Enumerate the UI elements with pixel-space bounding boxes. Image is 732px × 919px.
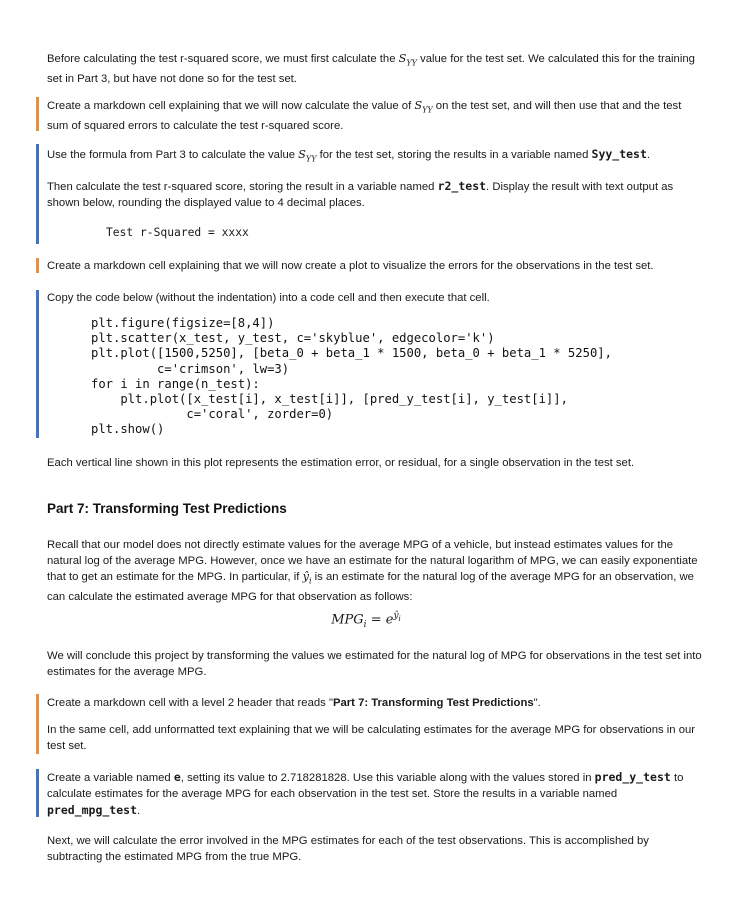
- formula-lhs: MPG: [331, 612, 364, 628]
- syy-subscript: YY: [422, 105, 433, 115]
- variable-syy-test: Syy_test: [591, 147, 647, 161]
- syy-letter: S: [414, 99, 423, 112]
- y-hat-letter: ŷ: [302, 570, 309, 583]
- intro-text-start: Before calculating the test r-squared score, we must first calculate the: [47, 53, 399, 65]
- variable-pred-mpg-test: pred_mpg_test: [47, 803, 138, 817]
- code-block: [91, 316, 612, 438]
- expected-output: Test r-Squared = xxxx: [106, 226, 249, 239]
- code-instruction-copy: Copy the code below (without the indentation) into a code cell and then execute that cell.: [47, 292, 490, 304]
- y-hat-subscript: i: [308, 576, 312, 586]
- markdown-task-marker: [36, 97, 39, 131]
- code-instruction-r2-test: [47, 178, 702, 211]
- instruction-text-end: . Display the result with text output as shown below, rounding the displayed value to 4 decimal places.: [47, 181, 674, 209]
- variable-e: e: [173, 770, 181, 784]
- code-line: c='crimson', lw=3): [91, 361, 290, 376]
- code-task-marker: [36, 769, 39, 817]
- formula-equals: =: [366, 612, 386, 628]
- formula-exponent-subscript: i: [398, 614, 401, 623]
- markdown-task-marker: [36, 694, 39, 754]
- variable-r2-test: r2_test: [437, 179, 487, 193]
- instruction-text-end: on the test set, and will then use that and the test sum of squared errors to calculate the test r-squared score.: [47, 100, 682, 133]
- markdown-instruction-syy: [47, 98, 702, 134]
- intro-paragraph: [47, 51, 702, 87]
- code-instruction-pred-mpg: [47, 769, 702, 819]
- code-line: plt.show(): [91, 422, 165, 437]
- variable-pred-y-test: pred_y_test: [594, 770, 671, 784]
- code-task-marker: [36, 290, 39, 438]
- code-line: plt.figure(figsize=[8,4]): [91, 316, 275, 330]
- markdown-instruction-text: In the same cell, add unformatted text explaining that we will be calculating estimates for the average MPG for observations in our test set.: [47, 724, 696, 752]
- header-text: Part 7: Transforming Test Predictions: [332, 697, 534, 709]
- syy-subscript: YY: [305, 154, 317, 164]
- instruction-text-start: Create a variable named: [47, 772, 174, 784]
- instruction-text-start: Create a markdown cell explaining that we will now calculate the value of: [47, 100, 415, 112]
- syy-letter: S: [398, 52, 407, 65]
- instruction-text-start: Create a markdown cell with a level 2 header that reads ": [47, 697, 333, 709]
- code-line: plt.plot([x_test[i], x_test[i]], [pred_y_test[i], y_test[i]],: [91, 392, 568, 407]
- syy-symbol: [414, 99, 433, 115]
- code-line: plt.scatter(x_test, y_test, c='skyblue', edgecolor='k'): [91, 331, 495, 346]
- syy-subscript: YY: [406, 58, 417, 68]
- syy-letter: S: [298, 148, 306, 161]
- syy-symbol: [298, 148, 317, 164]
- markdown-instruction-plot: Create a markdown cell explaining that we will now create a plot to visualize the errors for the observations in the test set.: [47, 260, 654, 272]
- formula-lhs-subscript: i: [363, 619, 367, 630]
- mpg-formula: [0, 611, 732, 630]
- formula-base: e: [385, 612, 394, 628]
- section-heading: Part 7: Transforming Test Predictions: [47, 501, 287, 516]
- formula-exponent: ŷ: [393, 611, 399, 621]
- instruction-text-start: Use the formula from Part 3 to calculate the value: [47, 149, 299, 161]
- markdown-instruction-header: [47, 695, 702, 711]
- residual-explanation: Each vertical line shown in this plot represents the estimation error, or residual, for a single observation in the test set.: [47, 457, 635, 469]
- transform-explanation: [47, 537, 702, 605]
- code-line: for i in range(n_test):: [91, 376, 260, 391]
- instruction-text-start: Then calculate the test r-squared score, storing the result in a variable named: [47, 181, 438, 193]
- instruction-text-end: ".: [533, 697, 541, 709]
- instruction-text-middle: , setting its value to 2.718281828. Use this variable along with the values stored in: [180, 772, 595, 784]
- explanation-text-end: is an estimate for the natural log of the average MPG for an observation, we can calculate the estimated average MPG for that observation as follows:: [47, 571, 694, 604]
- code-line: c='coral', zorder=0): [91, 407, 334, 422]
- y-hat-symbol: [302, 570, 312, 586]
- instruction-text-end: .: [646, 149, 651, 161]
- syy-symbol: [398, 52, 417, 68]
- instruction-text-middle: to calculate estimates for the average MPG for each observation in the test set. Store the results in a variable named: [47, 772, 684, 800]
- instruction-text-middle: for the test set, storing the results in a variable named: [316, 149, 592, 161]
- explanation-text-start: Recall that our model does not directly estimate values for the average MPG of a vehicle, but instead estimates values for the natural log of the average MPG. However, once we have an estimate for the natural logarithm of MPG, we can easily exponentiate that to get an estimate for the MPG. In particular, if: [47, 539, 698, 583]
- intro-text-end: value for the test set. We calculated this for the training set in Part 3, but have not done so for the test set.: [47, 53, 695, 86]
- instruction-text-end: .: [137, 805, 141, 817]
- code-line: plt.plot([1500,5250], [beta_0 + beta_1 * 1500, beta_0 + beta_1 * 5250],: [91, 346, 612, 361]
- code-instruction-syy-test: [47, 146, 702, 167]
- code-task-marker: [36, 144, 39, 244]
- error-explanation: Next, we will calculate the error involved in the MPG estimates for each of the test observations. This is accomplished by subtracting the estimated MPG from the true MPG.: [47, 835, 649, 863]
- markdown-task-marker: [36, 258, 39, 273]
- conclusion-paragraph: We will conclude this project by transforming the values we estimated for the natural log of MPG for observations in the test set into estimates for the average MPG.: [47, 650, 702, 678]
